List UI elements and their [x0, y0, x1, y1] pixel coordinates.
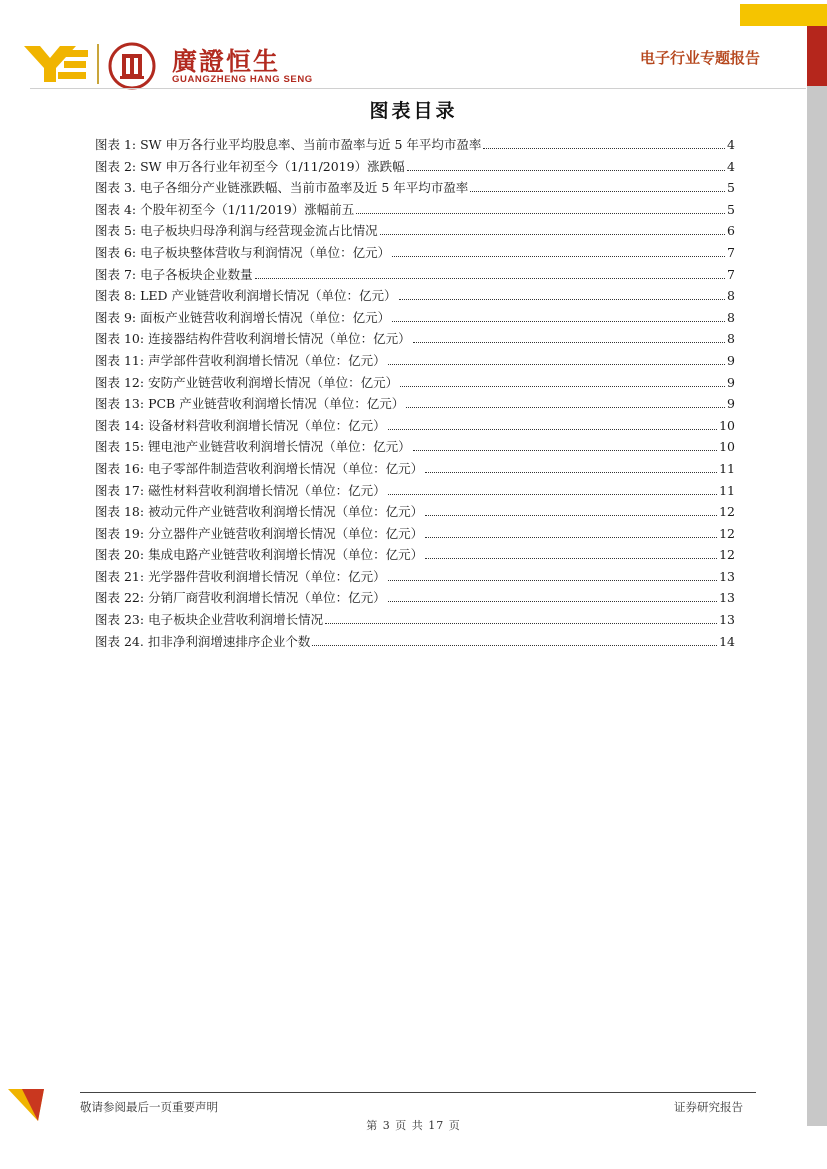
toc-entry-page: 14 [719, 633, 735, 649]
toc-entry-page: 7 [727, 266, 735, 282]
toc-entry-label: 图表 14: 设备材料营收利润增长情况（单位：亿元） [95, 417, 386, 433]
toc-leader-dots [470, 178, 725, 192]
toc-entry[interactable] [95, 544, 735, 566]
header-divider [30, 88, 806, 89]
toc-leader-dots [425, 545, 717, 559]
toc-leader-dots [483, 135, 725, 149]
toc-entry-label: 图表 21: 光学器件营收利润增长情况（单位：亿元） [95, 568, 386, 584]
toc-entry-label: 图表 16: 电子零部件制造营收利润增长情况（单位：亿元） [95, 460, 424, 476]
toc-leader-dots [425, 524, 717, 538]
toc-leader-dots [392, 243, 725, 257]
toc-entry-label: 图表 15: 锂电池产业链营收利润增长情况（单位：亿元） [95, 439, 411, 455]
toc-entry-page: 12 [719, 504, 735, 520]
toc-entry[interactable] [95, 609, 735, 631]
toc-leader-dots [407, 157, 725, 171]
toc-entry[interactable] [95, 587, 735, 609]
toc-entry[interactable] [95, 436, 735, 458]
toc-entry[interactable] [95, 372, 735, 394]
brand-name-cn: 廣證恒生 [172, 47, 281, 76]
toc-leader-dots [312, 632, 717, 646]
toc-entry-page: 9 [727, 374, 735, 390]
toc-entry[interactable] [95, 458, 735, 480]
toc-entry[interactable] [95, 242, 735, 264]
page-number: 第 3 页 共 17 页 [366, 1119, 461, 1132]
toc-entry[interactable] [95, 199, 735, 221]
toc-entry-label: 图表 8: LED 产业链营收利润增长情况（单位：亿元） [95, 288, 397, 304]
footer-disclaimer: 敬请参阅最后一页重要声明 [80, 1100, 218, 1114]
toc-entry-page: 7 [727, 244, 735, 260]
toc-entry-page: 9 [727, 396, 735, 412]
toc-entry-label: 图表 2: SW 申万各行业年初至今（1/11/2019）涨跌幅 [95, 158, 405, 174]
toc-leader-dots [400, 373, 725, 387]
toc-entry[interactable] [95, 177, 735, 199]
logo-divider [97, 44, 99, 84]
toc-entry-page: 8 [727, 309, 735, 325]
toc-entry-label: 图表 19: 分立器件产业链营收利润增长情况（单位：亿元） [95, 525, 424, 541]
toc-entry[interactable] [95, 631, 735, 653]
toc-leader-dots [388, 588, 718, 602]
toc-leader-dots [406, 394, 725, 408]
toc-leader-dots [392, 308, 725, 322]
toc-entry[interactable] [95, 134, 735, 156]
toc-leader-dots [425, 459, 717, 473]
toc-entry-label: 图表 3. 电子各细分产业链涨跌幅、当前市盈率及近 5 年平均市盈率 [95, 180, 469, 196]
toc-leader-dots [325, 610, 717, 624]
toc-entry-label: 图表 23: 电子板块企业营收利润增长情况 [95, 612, 324, 628]
toc-entry-label: 图表 10: 连接器结构件营收利润增长情况（单位：亿元） [95, 331, 411, 347]
toc-entry-page: 5 [727, 180, 735, 196]
toc-entry-page: 12 [719, 525, 735, 541]
toc-entry-page: 4 [727, 158, 735, 174]
toc-entry[interactable] [95, 501, 735, 523]
corner-tab-decoration [740, 4, 827, 26]
toc-entry[interactable] [95, 350, 735, 372]
toc-entry-page: 11 [719, 482, 735, 498]
footer-divider [80, 1092, 756, 1093]
toc-entry-page: 4 [727, 137, 735, 152]
toc-entry[interactable] [95, 393, 735, 415]
toc-entry-page: 8 [727, 288, 735, 304]
toc-leader-dots [399, 286, 725, 300]
toc-entry-page: 12 [719, 547, 735, 563]
toc-entry-page: 13 [719, 612, 735, 628]
brand-name-en: GUANGZHENG HANG SENG [172, 74, 313, 85]
toc-entry-label: 图表 7: 电子各板块企业数量 [95, 266, 253, 282]
brand-logo-icon [24, 42, 90, 86]
toc-entry[interactable] [95, 285, 735, 307]
toc-entry-label: 图表 20: 集成电路产业链营收利润增长情况（单位：亿元） [95, 547, 424, 563]
toc-leader-dots [413, 329, 725, 343]
toc-entry[interactable] [95, 415, 735, 437]
toc-entry-page: 10 [719, 417, 735, 433]
toc-entry-page: 13 [719, 590, 735, 606]
toc-leader-dots [413, 437, 718, 451]
toc-entry[interactable] [95, 220, 735, 242]
side-accent-bar-red [807, 26, 827, 86]
toc-leader-dots [425, 502, 717, 516]
toc-entry-page: 5 [727, 201, 735, 217]
toc-entry-label: 图表 4: 个股年初至今（1/11/2019）涨幅前五 [95, 201, 355, 217]
report-type-label: 电子行业专题报告 [640, 49, 761, 67]
toc-entry-label: 图表 11: 声学部件营收利润增长情况（单位：亿元） [95, 352, 386, 368]
toc-entry-label: 图表 5: 电子板块归母净利润与经营现金流占比情况 [95, 223, 378, 239]
footer-triangle-decoration [8, 1085, 44, 1121]
toc-entry-label: 图表 18: 被动元件产业链营收利润增长情况（单位：亿元） [95, 504, 424, 520]
toc-entry-label: 图表 17: 磁性材料营收利润增长情况（单位：亿元） [95, 482, 386, 498]
toc-entry-page: 11 [719, 460, 735, 476]
toc-entry-page: 6 [727, 223, 735, 239]
table-of-figures [95, 134, 735, 652]
toc-entry-page: 8 [727, 331, 735, 347]
toc-entry-page: 10 [719, 439, 735, 455]
toc-entry-label: 图表 13: PCB 产业链营收利润增长情况（单位：亿元） [95, 396, 405, 412]
toc-leader-dots [388, 416, 718, 430]
toc-leader-dots [388, 351, 725, 365]
toc-entry[interactable] [95, 566, 735, 588]
page-title: 图表目录 [369, 100, 458, 122]
toc-leader-dots [388, 481, 718, 495]
toc-entry[interactable] [95, 307, 735, 329]
toc-entry-label: 图表 24. 扣非净利润增速排序企业个数 [95, 633, 311, 649]
seal-logo-icon [108, 42, 156, 90]
toc-entry-label: 图表 22: 分销厂商营收利润增长情况（单位：亿元） [95, 590, 386, 606]
toc-leader-dots [388, 567, 718, 581]
toc-leader-dots [356, 200, 725, 214]
toc-entry-label: 图表 1: SW 申万各行业平均股息率、当前市盈率与近 5 年平均市盈率 [95, 137, 482, 152]
toc-entry[interactable] [95, 156, 735, 178]
toc-entry[interactable] [95, 264, 735, 286]
toc-entry[interactable] [95, 328, 735, 350]
toc-entry-label: 图表 9: 面板产业链营收利润增长情况（单位：亿元） [95, 309, 391, 325]
side-accent-bar [807, 86, 827, 1126]
toc-entry-page: 9 [727, 352, 735, 368]
footer-report-label: 证券研究报告 [674, 1100, 743, 1114]
toc-entry[interactable] [95, 523, 735, 545]
toc-entry-page: 13 [719, 568, 735, 584]
toc-entry-label: 图表 6: 电子板块整体营收与利润情况（单位：亿元） [95, 244, 391, 260]
toc-leader-dots [255, 265, 725, 279]
toc-leader-dots [380, 221, 725, 235]
toc-entry[interactable] [95, 480, 735, 502]
toc-entry-label: 图表 12: 安防产业链营收利润增长情况（单位：亿元） [95, 374, 399, 390]
